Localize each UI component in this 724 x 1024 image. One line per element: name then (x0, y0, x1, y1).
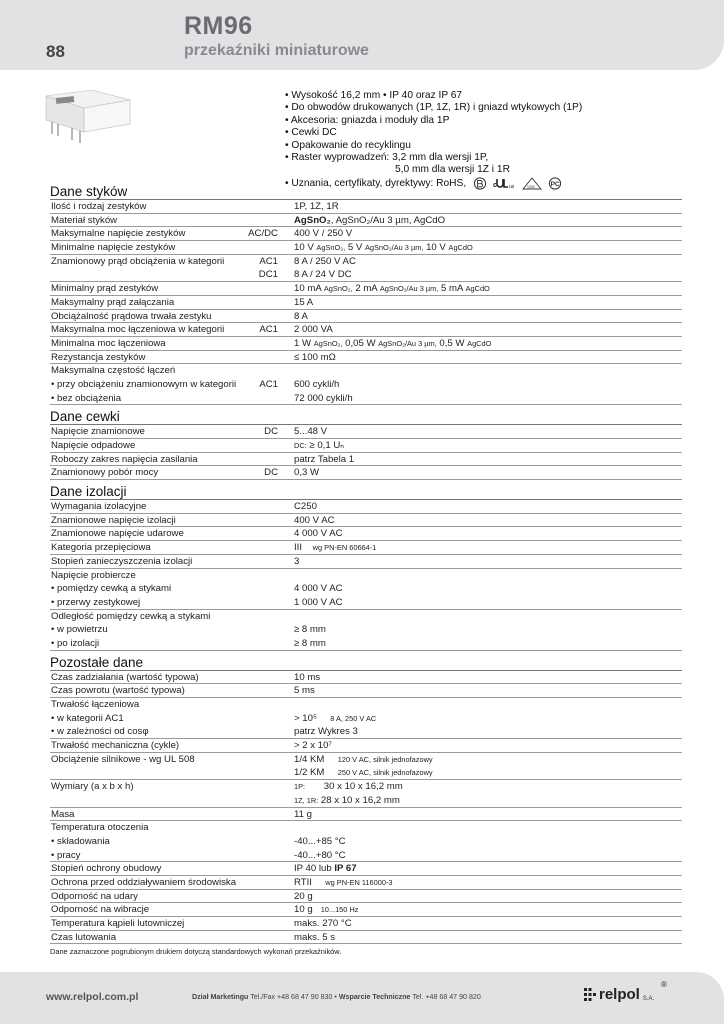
spec-row: Minimalny prąd zestyków 10 mA AgSnO₂, 2 mA AgSnO₂/Au 3 µm, 5 mA AgCdO (50, 282, 682, 296)
spec-row: Kategoria przepięciowa III wg PN-EN 60664-1 (50, 541, 682, 555)
spec-row: • po izolacji ≥ 8 mm (50, 637, 682, 651)
spec-row: Temperatura kąpieli lutowniczej maks. 270 °C (50, 917, 682, 931)
section-title-insulation: Dane izolacji (50, 483, 682, 500)
feature-item: • Cewki DC (285, 127, 337, 139)
spec-row: • pomiędzy cewką a stykami 4 000 V AC (51, 583, 343, 595)
logo-text: relpol (599, 986, 640, 1003)
spec-row: Trwałość łączeniowa (51, 699, 140, 710)
spec-row: Odporność na wibracje 10 g 10...150 Hz (50, 903, 682, 917)
svg-text:us: us (509, 183, 515, 190)
spec-row: Minimalna moc łączeniowa 1 W AgSnO₂, 0,05 W AgSnO₂/Au 3 µm, 0,5 W AgCdO (50, 337, 682, 351)
feature-item: • Raster wyprowadzeń: 3,2 mm dla wersji 1P, (285, 152, 489, 164)
spec-row: Czas powrotu (wartość typowa) 5 ms (50, 684, 682, 698)
spec-row: • w kategorii AC1 > 10⁵ 8 A, 250 V AC (51, 712, 377, 724)
product-model: RM96 (184, 12, 253, 40)
feature-item: • Akcesoria: gniazda i moduły dla 1P (285, 114, 450, 126)
spec-row: Czas lutowania maks. 5 s (50, 931, 682, 945)
spec-row: Roboczy zakres napięcia zasilania patrz Tabela 1 (50, 453, 682, 467)
feature-item: • Wysokość 16,2 mm • IP 40 oraz IP 67 (285, 90, 463, 101)
spec-row: Znamionowe napięcie udarowe 4 000 V AC (50, 527, 682, 541)
spec-row: Maksymalna moc łączeniowa w kategorii AC1 2 000 VA (50, 323, 682, 337)
logo-suffix: S.A. (642, 995, 655, 1002)
spec-row: Minimalne napięcie zestyków 10 V AgSnO₂, 5 V AgSnO₂/Au 3 µm, 10 V AgCdO (50, 241, 682, 255)
spec-row: Napięcie odpadowe DC: ≥ 0,1 Uₙ (50, 439, 682, 453)
feature-text: • Uznania, certyfikaty, dyrektywy: RoHS, (285, 178, 467, 190)
spec-row: Maksymalna częstość łączeń (51, 365, 176, 377)
spec-row: Rezystancja zestyków ≤ 100 mΩ (50, 351, 682, 365)
spec-row: • przy obciążeniu znamionowym w kategorii AC1 600 cykli/h (51, 378, 340, 390)
spec-row: Maksymalne napięcie zestyków AC/DC 400 V / 250 V (50, 227, 682, 241)
spec-row: • w zależności od cosφ patrz Wykres 3 (50, 725, 682, 739)
footnote: Dane zaznaczone pogrubionym drukiem dotyczą standardowych wykonań przekaźników. (50, 947, 342, 956)
spec-row: Odległość pomiędzy cewką a stykami (51, 610, 211, 622)
spec-row: Obciążalność prądowa trwała zestyku 8 A (50, 310, 682, 324)
page-number: 88 (46, 42, 65, 61)
section-title-other: Pozostałe dane (50, 654, 682, 671)
spec-row: Stopień zanieczyszczenia izolacji 3 (50, 555, 682, 569)
spec-row: • przerwy zestykowej 1 000 V AC (50, 596, 682, 610)
spec-row: • w powietrzu ≥ 8 mm (51, 624, 326, 636)
spec-row: Temperatura otoczenia (51, 822, 149, 834)
relay-product-image (42, 88, 132, 148)
specification-table (50, 183, 682, 944)
spec-row: DC1 8 A / 24 V DC (50, 268, 682, 282)
spec-row: 1/2 KM 250 V AC, silnik jednofazowy (50, 766, 682, 780)
spec-row: Wymiary (a x b x h) 1P: 30 x 10 x 16,2 mm (51, 781, 403, 793)
spec-row: Napięcie probiercze (51, 569, 136, 581)
spec-row: Ilość i rodzaj zestyków 1P, 1Z, 1R (50, 200, 682, 214)
feature-list (285, 90, 685, 190)
section-title-contacts: Dane styków (50, 183, 682, 200)
spec-row: Znamionowe napięcie izolacji 400 V AC (50, 514, 682, 528)
spec-row: • pracy -40...+80 °C (50, 849, 682, 863)
svg-text:VDE: VDE (527, 183, 536, 189)
registered-mark-icon: ® (661, 980, 667, 989)
spec-row: Wymagania izolacyjne C250 (50, 500, 682, 514)
website-link[interactable]: www.relpol.com.pl (46, 991, 139, 1003)
feature-item: • Do obwodów drukowanych (1P, 1Z, 1R) i gniazd wtykowych (1P) (285, 102, 583, 114)
relpol-logo-icon (584, 988, 596, 1002)
spec-row: • składowania -40...+85 °C (51, 835, 346, 847)
spec-row: 1Z, 1R: 28 x 10 x 16,2 mm (50, 794, 682, 808)
spec-row: Stopień ochrony obudowy IP 40 lub IP 67 (50, 862, 682, 876)
page-header (0, 0, 724, 70)
spec-row: Ochrona przed oddziaływaniem środowiska RTII wg PN-EN 116000-3 (50, 876, 682, 890)
section-title-coil: Dane cewki (50, 408, 682, 425)
spec-row: Znamionowy prąd obciążenia w kategorii AC1 8 A / 250 V AC (51, 255, 356, 267)
relpol-logo (584, 980, 667, 1003)
feature-item: 5,0 mm dla wersji 1Z i 1R (395, 164, 510, 176)
spec-row: Materiał styków AgSnO₂, AgSnO₂/Au 3 µm, AgCdO (50, 214, 682, 228)
spec-row: Obciążenie silnikowe - wg UL 508 1/4 KM 120 V AC, silnik jednofazowy (51, 753, 433, 765)
page-footer (0, 972, 724, 1024)
spec-row: Masa 11 g (50, 808, 682, 822)
spec-row: Znamionowy pobór mocy DC 0,3 W (50, 466, 682, 480)
product-category: przekaźniki miniaturowe (184, 42, 369, 59)
spec-row: • bez obciążenia 72 000 cykli/h (50, 392, 682, 406)
spec-row: Odporność na udary 20 g (50, 890, 682, 904)
svg-text:PC: PC (550, 181, 560, 189)
spec-row: Trwałość mechaniczna (cykle) > 2 x 10⁷ (50, 739, 682, 753)
contact-info: Dział Marketingu Tel./Fax +48 68 47 90 830 • Wsparcie Techniczne Tel. +48 68 47 90 820 (192, 993, 481, 1001)
svg-text:c: c (493, 181, 497, 189)
spec-row: Maksymalny prąd załączania 15 A (50, 296, 682, 310)
feature-item: • Opakowanie do recyklingu (285, 139, 411, 151)
spec-row: Napięcie znamionowe DC 5...48 V (50, 425, 682, 439)
spec-row: Czas zadziałania (wartość typowa) 10 ms (50, 671, 682, 685)
